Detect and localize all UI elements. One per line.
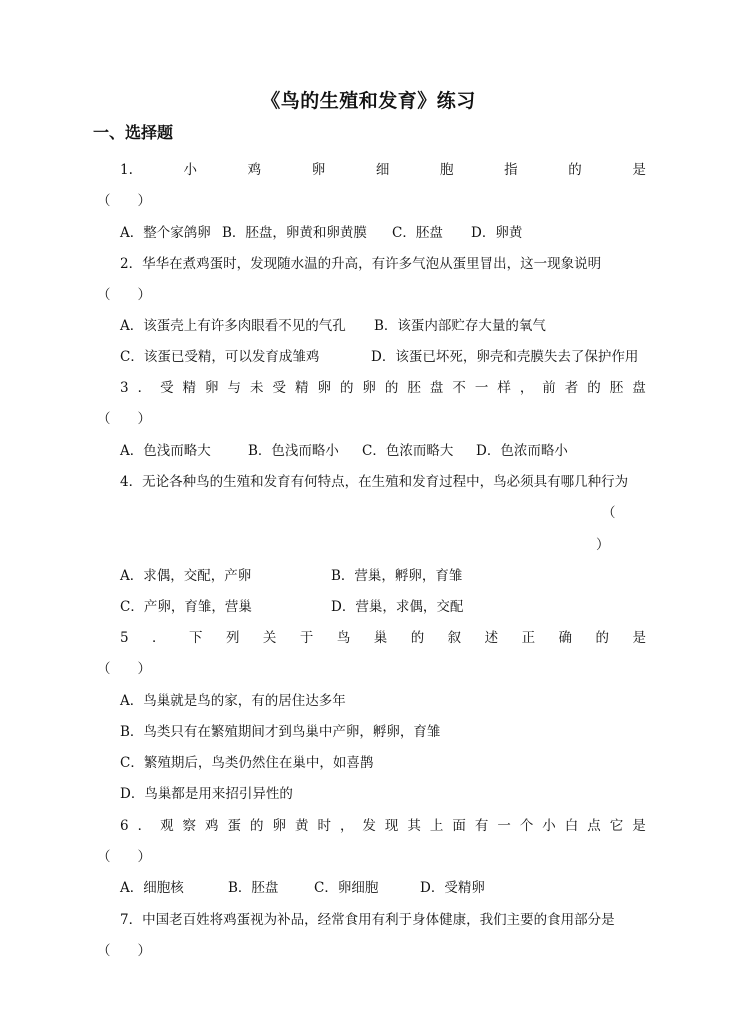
stem-char: 胚: [407, 380, 421, 396]
stem-char: 察: [182, 818, 197, 834]
stem-char: 受: [272, 380, 286, 396]
question-5-stem: [120, 629, 646, 647]
stem-char: 胞: [440, 162, 454, 178]
question-6-paren: （ ）: [97, 849, 151, 865]
stem-char: 它: [609, 818, 624, 834]
stem-char: 一: [497, 818, 511, 834]
stem-char: 指: [504, 162, 518, 178]
question-5-option-d: D．鸟巢都是用来招引异性的: [120, 786, 293, 802]
stem-char: 卵: [272, 818, 286, 834]
stem-char: 与: [227, 380, 242, 396]
question-4-stem: 4．无论各种鸟的生殖和发育有何特点，在生殖和发育过程中，鸟必须具有哪几种行为: [120, 474, 629, 490]
stem-char: 发: [362, 818, 376, 834]
question-2-option-c: C．该蛋已受精，可以发育成雏鸡: [120, 349, 320, 365]
question-2-option-b: B．该蛋内部贮存大量的氧气: [374, 318, 546, 334]
stem-char: 盘: [632, 380, 646, 396]
stem-char: 鸡: [247, 162, 262, 178]
stem-char: 不: [452, 380, 466, 396]
question-4-option-b: B．营巢，孵卵，育雏: [331, 568, 463, 584]
stem-char: 列: [225, 630, 240, 646]
stem-char: 巢: [373, 630, 388, 646]
stem-char: 的: [339, 380, 354, 396]
question-2-paren: （ ）: [97, 287, 151, 303]
question-3-paren: （ ）: [97, 411, 151, 427]
question-4-option-a: A．求偶，交配，产卵: [120, 568, 252, 584]
stem-char: 的: [250, 818, 264, 834]
stem-char: 蛋: [227, 818, 242, 834]
stem-char: 卵: [317, 380, 331, 396]
question-1-options: [120, 224, 522, 242]
stem-char: 有: [474, 818, 489, 834]
question-7-stem: 7．中国老百姓将鸡蛋视为补品，经常食用有利于身体健康，我们主要的食用部分是: [120, 912, 615, 928]
stem-char: 未: [250, 380, 264, 396]
stem-char: 关: [262, 630, 277, 646]
stem-char: 的: [384, 380, 399, 396]
stem-char: 鸡: [205, 818, 219, 834]
question-4-option-c: C．产卵，育雏，营巢: [120, 599, 252, 615]
stem-char: 观: [160, 818, 174, 834]
stem-char: 点: [587, 818, 601, 834]
stem-char: ，: [339, 818, 354, 834]
stem-char: 白: [564, 818, 579, 834]
stem-char: 的: [410, 630, 425, 646]
option-a: A．色浅而略大: [120, 443, 211, 459]
stem-char: 小: [183, 162, 198, 178]
stem-char: 上: [429, 818, 444, 834]
stem-char: 受: [160, 380, 174, 396]
option-d: D．受精卵: [420, 880, 485, 896]
question-4-paren-close: ）: [596, 537, 610, 553]
stem-char: 卵: [205, 380, 219, 396]
stem-char: 是: [632, 818, 646, 834]
stem-char: ．: [152, 630, 166, 646]
stem-char: 其: [407, 818, 421, 834]
option-b: B．胚盘: [228, 880, 279, 896]
stem-char: 叙: [447, 630, 462, 646]
page-title: 《鸟的生殖和发育》练习: [261, 90, 476, 112]
stem-char: 个: [519, 818, 534, 834]
stem-char: 精: [182, 380, 197, 396]
stem-char: 细: [375, 162, 390, 178]
option-b: B．胚盘，卵黄和卵黄膜: [222, 225, 367, 241]
stem-char: 胚: [609, 380, 624, 396]
question-2-option-d: D．该蛋已坏死，卵壳和壳膜失去了保护作用: [371, 349, 639, 365]
stem-char: 3: [120, 380, 129, 396]
question-6-stem: [120, 817, 646, 835]
question-3-stem: [120, 379, 646, 397]
stem-char: 的: [595, 630, 609, 646]
option-c: C．胚盘: [392, 225, 443, 241]
stem-char: 现: [384, 818, 399, 834]
stem-char: 述: [484, 630, 499, 646]
stem-char: 是: [632, 630, 646, 646]
option-a: A．细胞核: [120, 880, 184, 896]
stem-char: 时: [317, 818, 331, 834]
stem-char: 前: [542, 380, 556, 396]
question-4-paren-open: （: [602, 505, 616, 521]
stem-char: 小: [542, 818, 556, 834]
question-1-stem: [120, 161, 646, 179]
stem-char: 的: [587, 380, 601, 396]
stem-char: 正: [521, 630, 536, 646]
section-heading: 一、选择题: [93, 123, 174, 142]
stem-char: 是: [632, 162, 646, 178]
stem-char: 5: [120, 630, 129, 646]
option-d: D．卵黄: [471, 225, 523, 241]
stem-char: 于: [299, 630, 314, 646]
question-5-option-b: B．鸟类只有在繁殖期间才到鸟巢中产卵，孵卵，育雏: [120, 724, 441, 740]
option-a: A．整个家鸽卵: [120, 225, 211, 241]
stem-char: 确: [558, 630, 573, 646]
stem-char: 精: [294, 380, 309, 396]
question-4-option-d: D．营巢，求偶，交配: [331, 599, 464, 615]
stem-char: 卵: [311, 162, 326, 178]
option-c: C．卵细胞: [314, 880, 379, 896]
question-6-options: [120, 879, 485, 897]
question-1-paren: （ ）: [97, 193, 151, 209]
option-c: C．色浓而略大: [362, 443, 454, 459]
stem-char: 一: [474, 380, 489, 396]
stem-char: 的: [568, 162, 582, 178]
question-5-paren: （ ）: [97, 661, 151, 677]
stem-char: 卵: [362, 380, 376, 396]
stem-char: ．: [137, 818, 152, 834]
stem-char: 1.: [120, 162, 133, 178]
option-d: D．色浓而略小: [476, 443, 568, 459]
stem-char: 盘: [429, 380, 444, 396]
stem-char: 下: [189, 630, 203, 646]
stem-char: 面: [452, 818, 466, 834]
stem-char: 黄: [294, 818, 309, 834]
question-2-stem: 2．华华在煮鸡蛋时，发现随水温的升高，有许多气泡从蛋里冒出，这一现象说明: [120, 256, 602, 272]
question-5-option-c: C．繁殖期后，鸟类仍然住在巢中，如喜鹊: [120, 755, 374, 771]
question-5-option-a: A．鸟巢就是鸟的家，有的居住达多年: [120, 693, 346, 709]
option-b: B．色浅而略小: [248, 443, 339, 459]
stem-char: ．: [137, 380, 152, 396]
question-7-paren: （ ）: [97, 943, 151, 959]
question-2-option-a: A．该蛋壳上有许多肉眼看不见的气孔: [120, 318, 346, 334]
stem-char: ，: [519, 380, 534, 396]
question-3-options: [120, 442, 568, 460]
stem-char: 6: [120, 818, 129, 834]
stem-char: 鸟: [336, 630, 351, 646]
stem-char: 者: [564, 380, 579, 396]
stem-char: 样: [497, 380, 511, 396]
